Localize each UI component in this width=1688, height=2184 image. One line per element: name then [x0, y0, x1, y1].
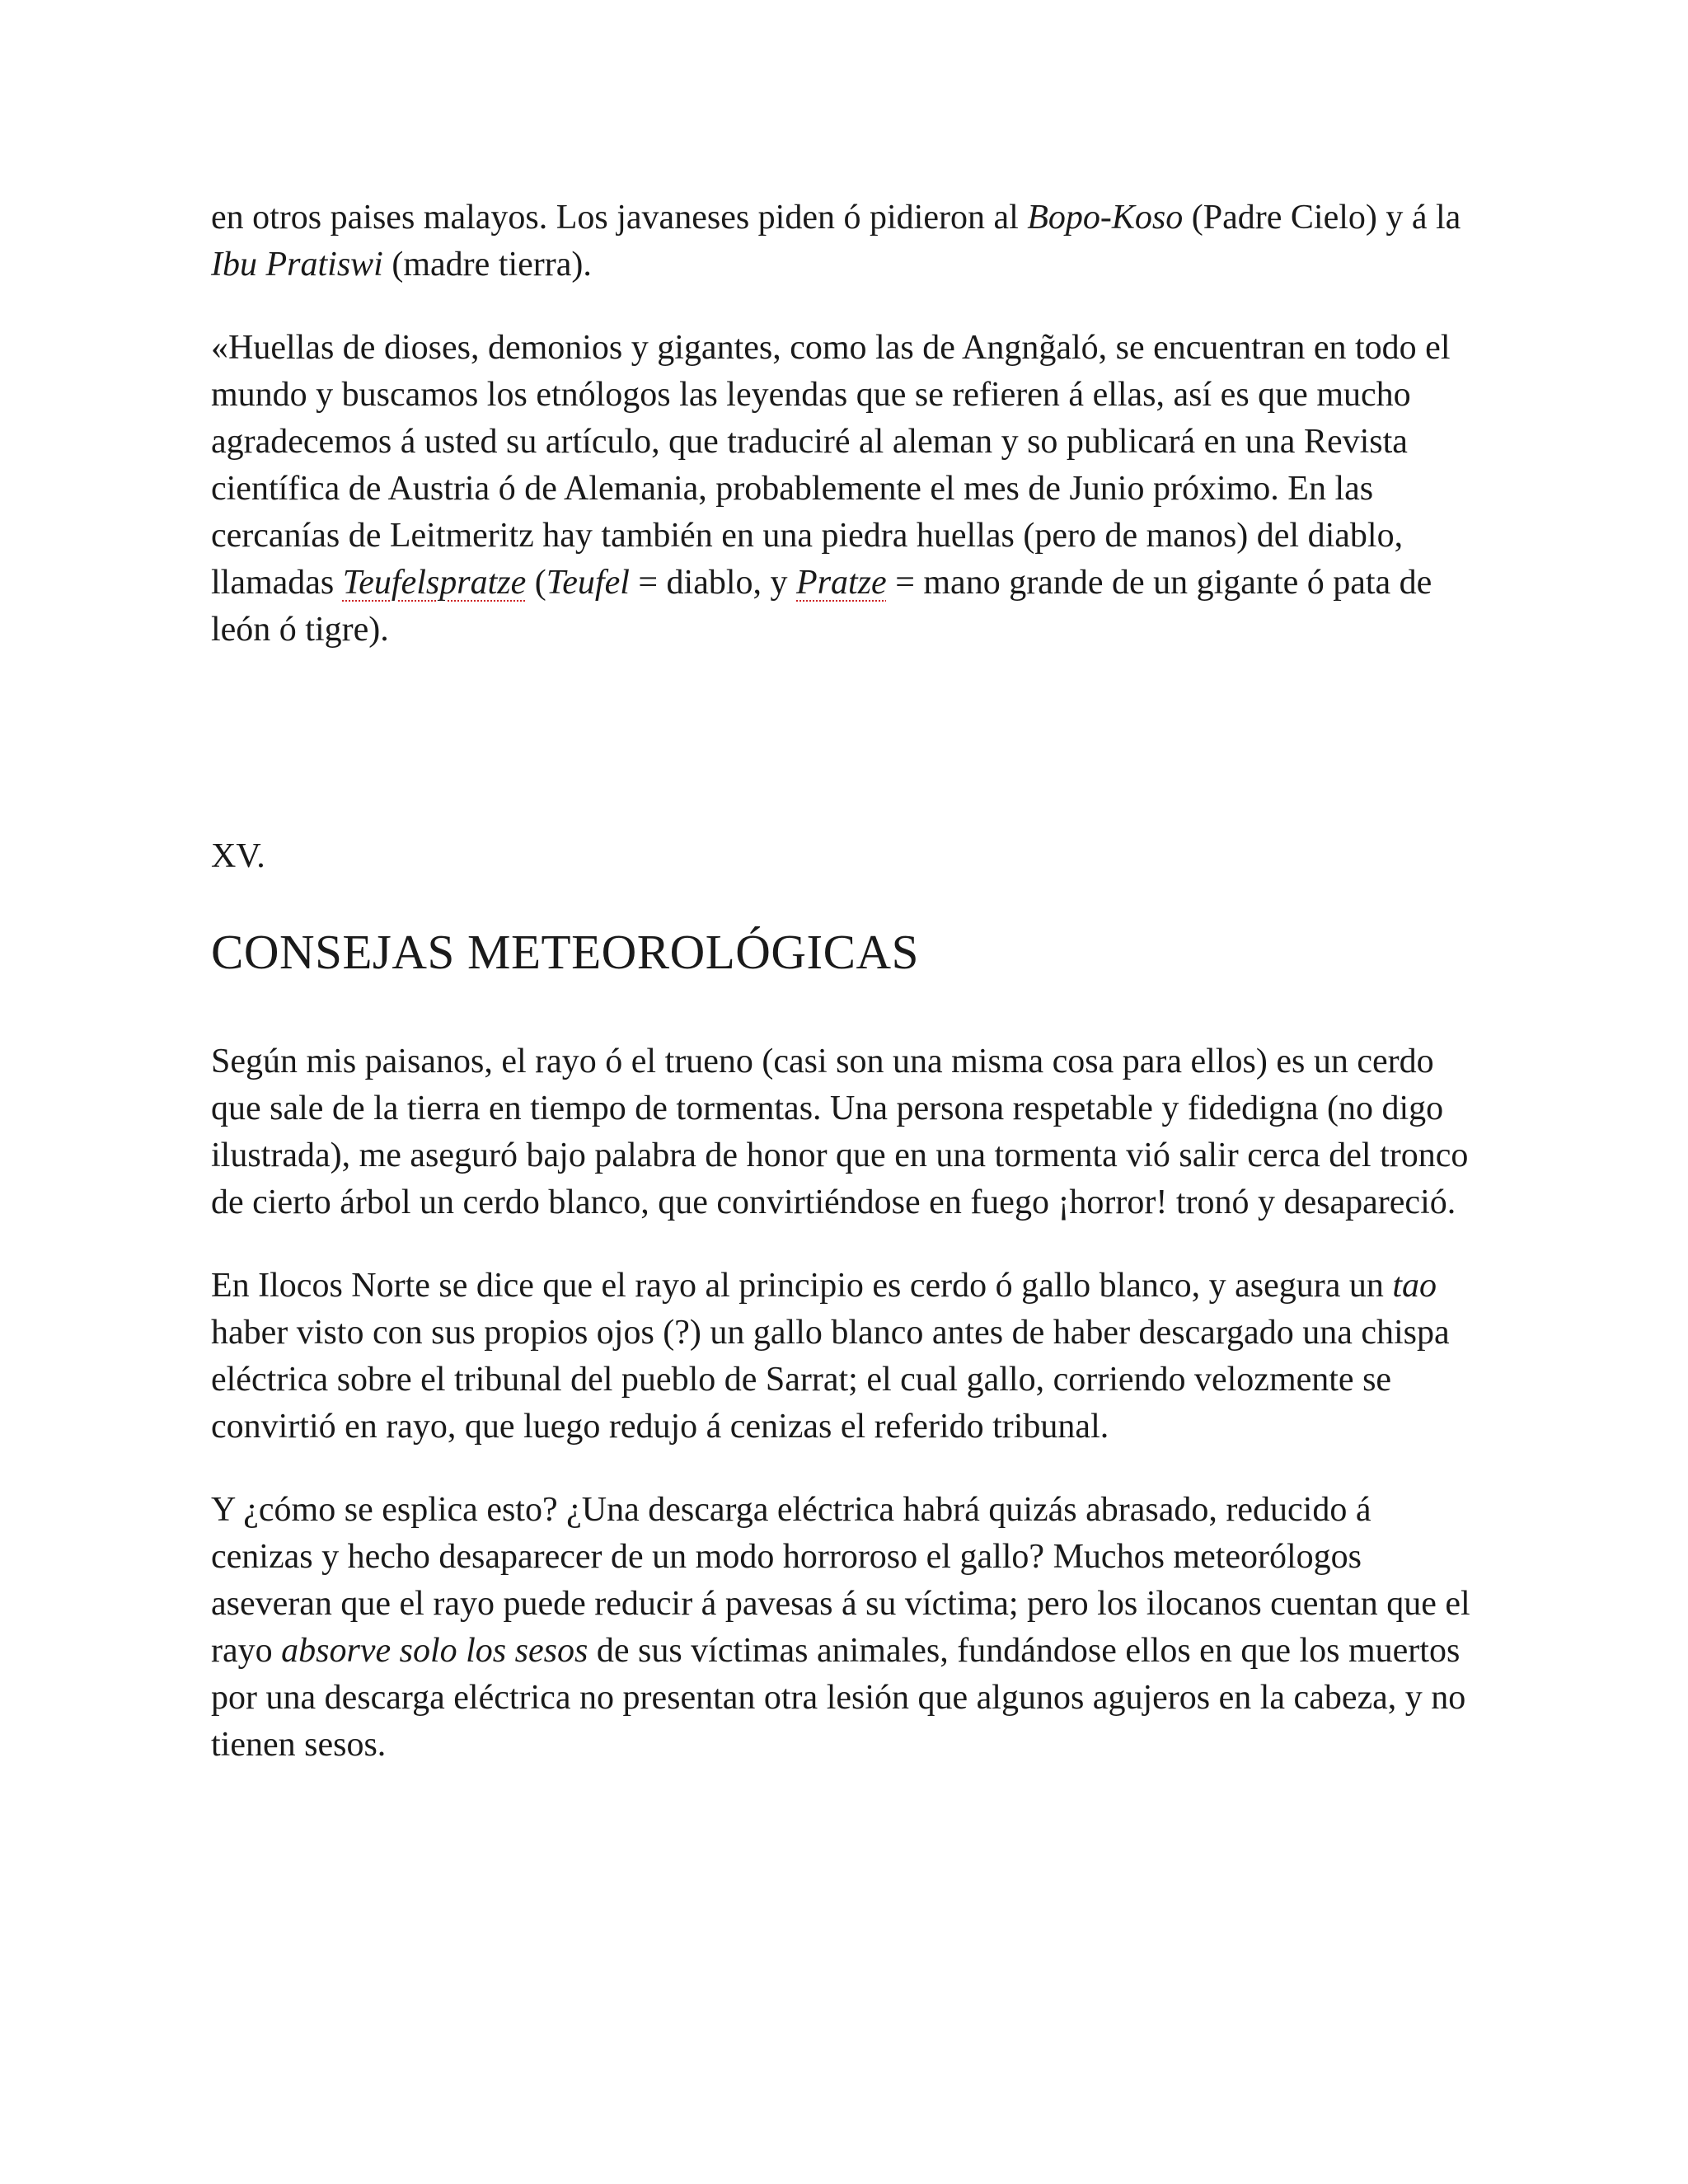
italic-term: absorve solo los sesos — [281, 1632, 588, 1670]
chapter-number: XV. — [211, 837, 265, 875]
paragraph-javaneses — [211, 194, 1480, 288]
text-run: de sus víctimas animales, fundándose ellos en que los muertos por una descarga eléctrica no presentan otra lesión que algunos agujeros en la cabeza, y no tienen sesos. — [211, 1632, 1466, 1764]
text-run: = diablo, y — [629, 564, 797, 602]
italic-term-spellcheck: Pratze — [796, 564, 887, 602]
italic-term: Ibu Pratiswi — [211, 246, 383, 284]
text-run: (Padre Cielo) y á la — [1183, 199, 1461, 237]
chapter-title: CONSEJAS METEOROLÓGICAS — [211, 925, 919, 979]
paragraph-descarga — [211, 1487, 1480, 1769]
paragraph-cerdo — [211, 1038, 1480, 1226]
text-run: en otros paises malayos. Los javaneses piden ó pidieron al — [211, 199, 1028, 237]
text-run: ( — [526, 564, 546, 602]
italic-term: Teufel — [546, 564, 630, 602]
italic-term: tao — [1392, 1267, 1437, 1305]
paragraph-huellas — [211, 325, 1480, 654]
italic-term: Bopo-Koso — [1027, 199, 1184, 237]
text-run: En Ilocos Norte se dice que el rayo al principio es cerdo ó gallo blanco, y asegura un — [211, 1267, 1393, 1305]
text-run: haber visto con sus propios ojos (?) un gallo blanco antes de haber descargado una chispa eléctrica sobre el tribunal del pueblo de Sarrat; el cual gallo, corriendo velozmente se convirtió en rayo, que luego redujo á cenizas el referido tribunal. — [211, 1314, 1450, 1446]
text-run: Según mis paisanos, el rayo ó el trueno (casi son una misma cosa para ellos) es un cerdo que sale de la tierra en tiempo de tormentas. Una persona respetable y fidedigna (no digo ilustrada), me aseguró bajo palabra de honor que en una tormenta vió salir cerca del tronco de cierto árbol un cerdo blanco, que convirtiéndose en fuego ¡horror! tronó y desapareció. — [211, 1043, 1469, 1221]
text-run: = mano grande de un gigante ó pata de león ó tigre). — [211, 564, 1432, 649]
paragraph-ilocos-norte — [211, 1263, 1480, 1451]
text-run: «Huellas de dioses, demonios y gigantes, como las de Angng̃aló, se encuentran en todo el mundo y buscamos los etnólogos las leyendas que se refieren á ellas, así es que mucho agradecemos á usted su artículo, que traduciré al aleman y so publicará en una Revista científica de Austria ó de Alemania, probablemente el mes de Junio próximo. En las cercanías de Leitmeritz hay también en una piedra huellas (pero de manos) del diablo, llamadas — [211, 329, 1451, 602]
italic-term-spellcheck: Teufelspratze — [342, 564, 527, 602]
text-run: (madre tierra). — [382, 246, 592, 284]
document-page — [211, 194, 1480, 1805]
text-run: Y ¿cómo se esplica esto? ¿Una descarga eléctrica habrá quizás abrasado, reducido á cenizas y hecho desaparecer de un modo horroroso el gallo? Muchos meteorólogos aseveran que el rayo puede reducir á pavesas á su víctima; pero los ilocanos cuentan que el rayo — [211, 1491, 1470, 1670]
